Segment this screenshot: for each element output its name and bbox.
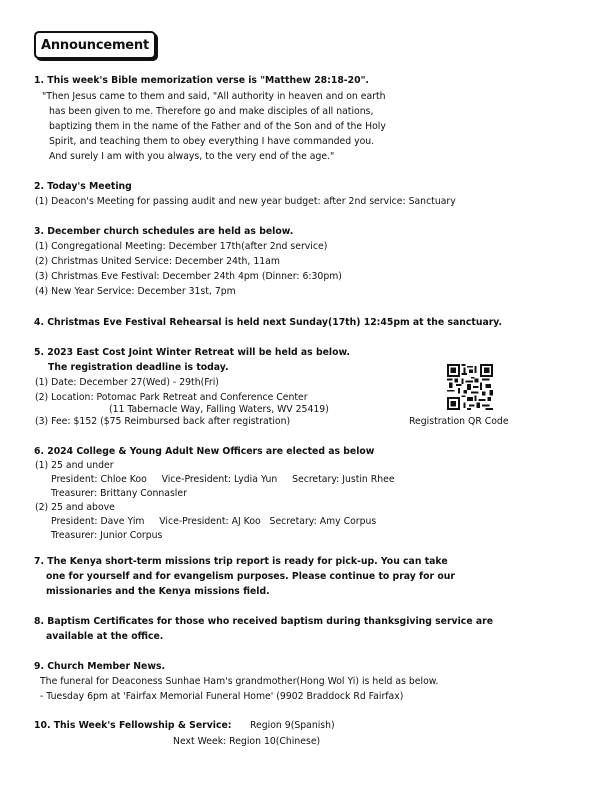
item-6-line: Treasurer: Brittany Connasler bbox=[51, 488, 187, 499]
item-6-line: President: Dave Yim Vice-President: AJ Koo Secretary: Amy Corpus bbox=[51, 516, 377, 527]
item-6-line: President: Chloe Koo Vice-President: Lydia Yun Secretary: Justin Rhee bbox=[51, 474, 395, 485]
item-9-heading: 9. Church Member News. bbox=[34, 661, 166, 672]
item-6-line: Treasurer: Junior Corpus bbox=[51, 530, 163, 541]
item-5-deadline: The registration deadline is today. bbox=[48, 362, 229, 373]
item-9-line: - Tuesday 6pm at 'Fairfax Memorial Funeral Home' (9902 Braddock Rd Fairfax) bbox=[40, 691, 404, 702]
item-5-line: (3) Fee: $152 ($75 Reimbursed back after registration) bbox=[35, 416, 291, 427]
item-7-line: one for yourself and for evangelism purposes. Please continue to pray for our bbox=[46, 571, 455, 582]
registration-qr-code[interactable] bbox=[447, 364, 493, 410]
item-3-line: (2) Christmas United Service: December 24th, 11am bbox=[35, 256, 280, 267]
item-3-heading: 3. December church schedules are held as below. bbox=[34, 226, 294, 237]
item-5-line: (1) Date: December 27(Wed) - 29th(Fri) bbox=[35, 377, 219, 388]
item-10-next-week: Next Week: Region 10(Chinese) bbox=[173, 736, 321, 747]
item-5-heading: 5. 2023 East Cost Joint Winter Retreat will be held as below. bbox=[34, 347, 351, 358]
item-6-line: (1) 25 and under bbox=[35, 460, 114, 471]
item-8-line: available at the office. bbox=[46, 631, 164, 642]
item-7-line: missionaries and the Kenya missions field. bbox=[46, 586, 270, 597]
qr-code-label: Registration QR Code bbox=[409, 416, 509, 427]
item-10-heading: 10. This Week's Fellowship & Service: bbox=[34, 720, 232, 731]
item-5-line: (11 Tabernacle Way, Falling Waters, WV 25419) bbox=[109, 404, 329, 415]
item-3-line: (3) Christmas Eve Festival: December 24th 4pm (Dinner: 6:30pm) bbox=[35, 271, 342, 282]
item-1-line: has been given to me. Therefore go and make disciples of all nations, bbox=[49, 106, 374, 117]
item-1-line: "Then Jesus came to them and said, "All authority in heaven and on earth bbox=[42, 91, 386, 102]
item-3-line: (4) New Year Service: December 31st, 7pm bbox=[35, 286, 236, 297]
item-8-heading: 8. Baptism Certificates for those who received baptism during thanksgiving service are bbox=[34, 616, 494, 627]
item-1-line: baptizing them in the name of the Father and of the Son and of the Holy bbox=[49, 121, 386, 132]
announcement-title: Announcement bbox=[34, 31, 156, 59]
item-6-heading: 6. 2024 College & Young Adult New Officers are elected as below bbox=[34, 446, 375, 457]
item-5-line: (2) Location: Potomac Park Retreat and Conference Center bbox=[35, 392, 308, 403]
item-2-heading: 2. Today's Meeting bbox=[34, 181, 132, 192]
item-7-heading: 7. The Kenya short-term missions trip report is ready for pick-up. You can take bbox=[34, 556, 448, 567]
item-6-line: (2) 25 and above bbox=[35, 502, 115, 513]
item-9-line: The funeral for Deaconess Sunhae Ham's grandmother(Hong Wol Yi) is held as below. bbox=[40, 676, 439, 687]
item-4-heading: 4. Christmas Eve Festival Rehearsal is held next Sunday(17th) 12:45pm at the sanctuary. bbox=[34, 317, 503, 328]
item-3-line: (1) Congregational Meeting: December 17th(after 2nd service) bbox=[35, 241, 328, 252]
item-1-line: Spirit, and teaching them to obey everything I have commanded you. bbox=[49, 136, 375, 147]
item-1-heading: 1. This week's Bible memorization verse is "Matthew 28:18-20". bbox=[34, 75, 369, 86]
item-10-this-week: Region 9(Spanish) bbox=[250, 720, 335, 731]
item-2-line: (1) Deacon's Meeting for passing audit and new year budget: after 2nd service: Sanctuary bbox=[35, 196, 456, 207]
item-1-line: And surely I am with you always, to the very end of the age." bbox=[49, 151, 335, 162]
